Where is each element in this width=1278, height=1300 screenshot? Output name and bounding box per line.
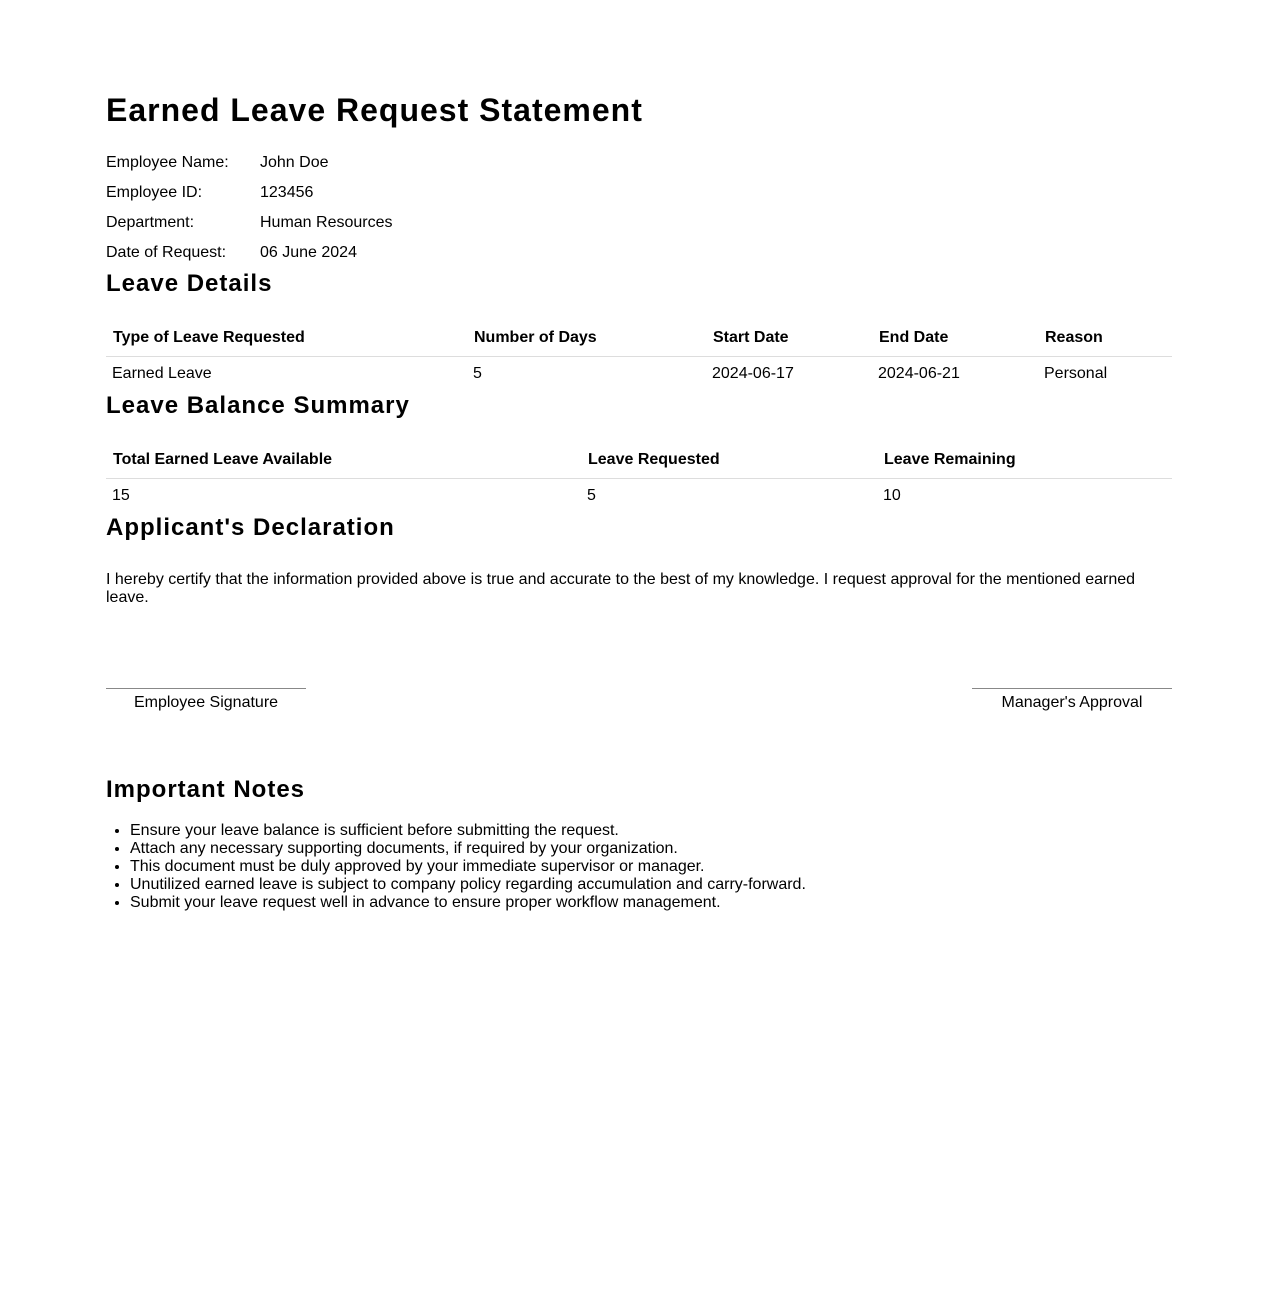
table-cell: Personal [1044, 365, 1108, 382]
important-notes-list [106, 822, 1170, 912]
table-cell: 2024-06-21 [878, 365, 960, 382]
table-header: Leave Remaining [877, 443, 1172, 479]
employee-info [106, 148, 1172, 268]
list-item: • This document must be duly approved by your immediate supervisor or manager. [130, 858, 1170, 876]
request-date-value: 06 June 2024 [260, 244, 357, 261]
leave-details-header-row [106, 321, 1172, 357]
leave-details-table [106, 321, 1172, 390]
leave-balance-title: Leave Balance Summary [106, 392, 410, 419]
manager-approval-label: Manager's Approval [1001, 694, 1143, 711]
request-date-label: Date of Request: [106, 244, 227, 261]
info-row-date [106, 238, 1172, 268]
employee-id-value: 123456 [260, 184, 314, 201]
department-value: Human Resources [260, 214, 393, 231]
department-label: Department: [106, 214, 195, 231]
list-item: • Unutilized earned leave is subject to company policy regarding accumulation and carry-forward. [130, 876, 1170, 894]
employee-id-label: Employee ID: [106, 184, 203, 201]
table-header: Type of Leave Requested [106, 321, 467, 357]
table-header: End Date [872, 321, 1038, 357]
table-row [106, 357, 1172, 391]
table-cell: Earned Leave [112, 365, 212, 382]
document-container [106, 88, 1172, 911]
info-row-name [106, 148, 1172, 178]
table-header: Total Earned Leave Available [106, 443, 581, 479]
table-header: Start Date [706, 321, 872, 357]
important-notes-title: Important Notes [106, 776, 306, 803]
table-cell: 15 [112, 487, 130, 504]
employee-name-value: John Doe [260, 154, 329, 171]
leave-details-title: Leave Details [106, 270, 273, 297]
employee-signature-line [106, 688, 306, 712]
table-header: Number of Days [467, 321, 706, 357]
declaration-title: Applicant's Declaration [106, 514, 395, 541]
manager-approval-line [972, 688, 1172, 712]
list-item: • Attach any necessary supporting documents, if required by your organization. [130, 840, 1170, 858]
employee-name-label: Employee Name: [106, 154, 229, 171]
document-title: Earned Leave Request Statement [106, 92, 643, 128]
table-cell: 5 [473, 365, 482, 382]
leave-balance-header-row [106, 443, 1172, 479]
info-row-department [106, 208, 1172, 238]
table-cell: 5 [587, 487, 596, 504]
list-item: • Submit your leave request well in advance to ensure proper workflow management. [130, 894, 1170, 912]
signature-area [106, 688, 1172, 738]
table-cell: 10 [883, 487, 901, 504]
info-row-id [106, 178, 1172, 208]
employee-signature-label: Employee Signature [133, 694, 279, 711]
declaration-text: I hereby certify that the information provided above is true and accurate to the best of my knowledge. I request approval for the mentioned earned leave. [106, 571, 1136, 606]
table-row [106, 479, 1172, 513]
list-item: • Ensure your leave balance is sufficient before submitting the request. [130, 822, 1170, 840]
table-header: Reason [1038, 321, 1172, 357]
table-header: Leave Requested [581, 443, 877, 479]
table-cell: 2024-06-17 [712, 365, 794, 382]
leave-balance-table [106, 443, 1172, 512]
